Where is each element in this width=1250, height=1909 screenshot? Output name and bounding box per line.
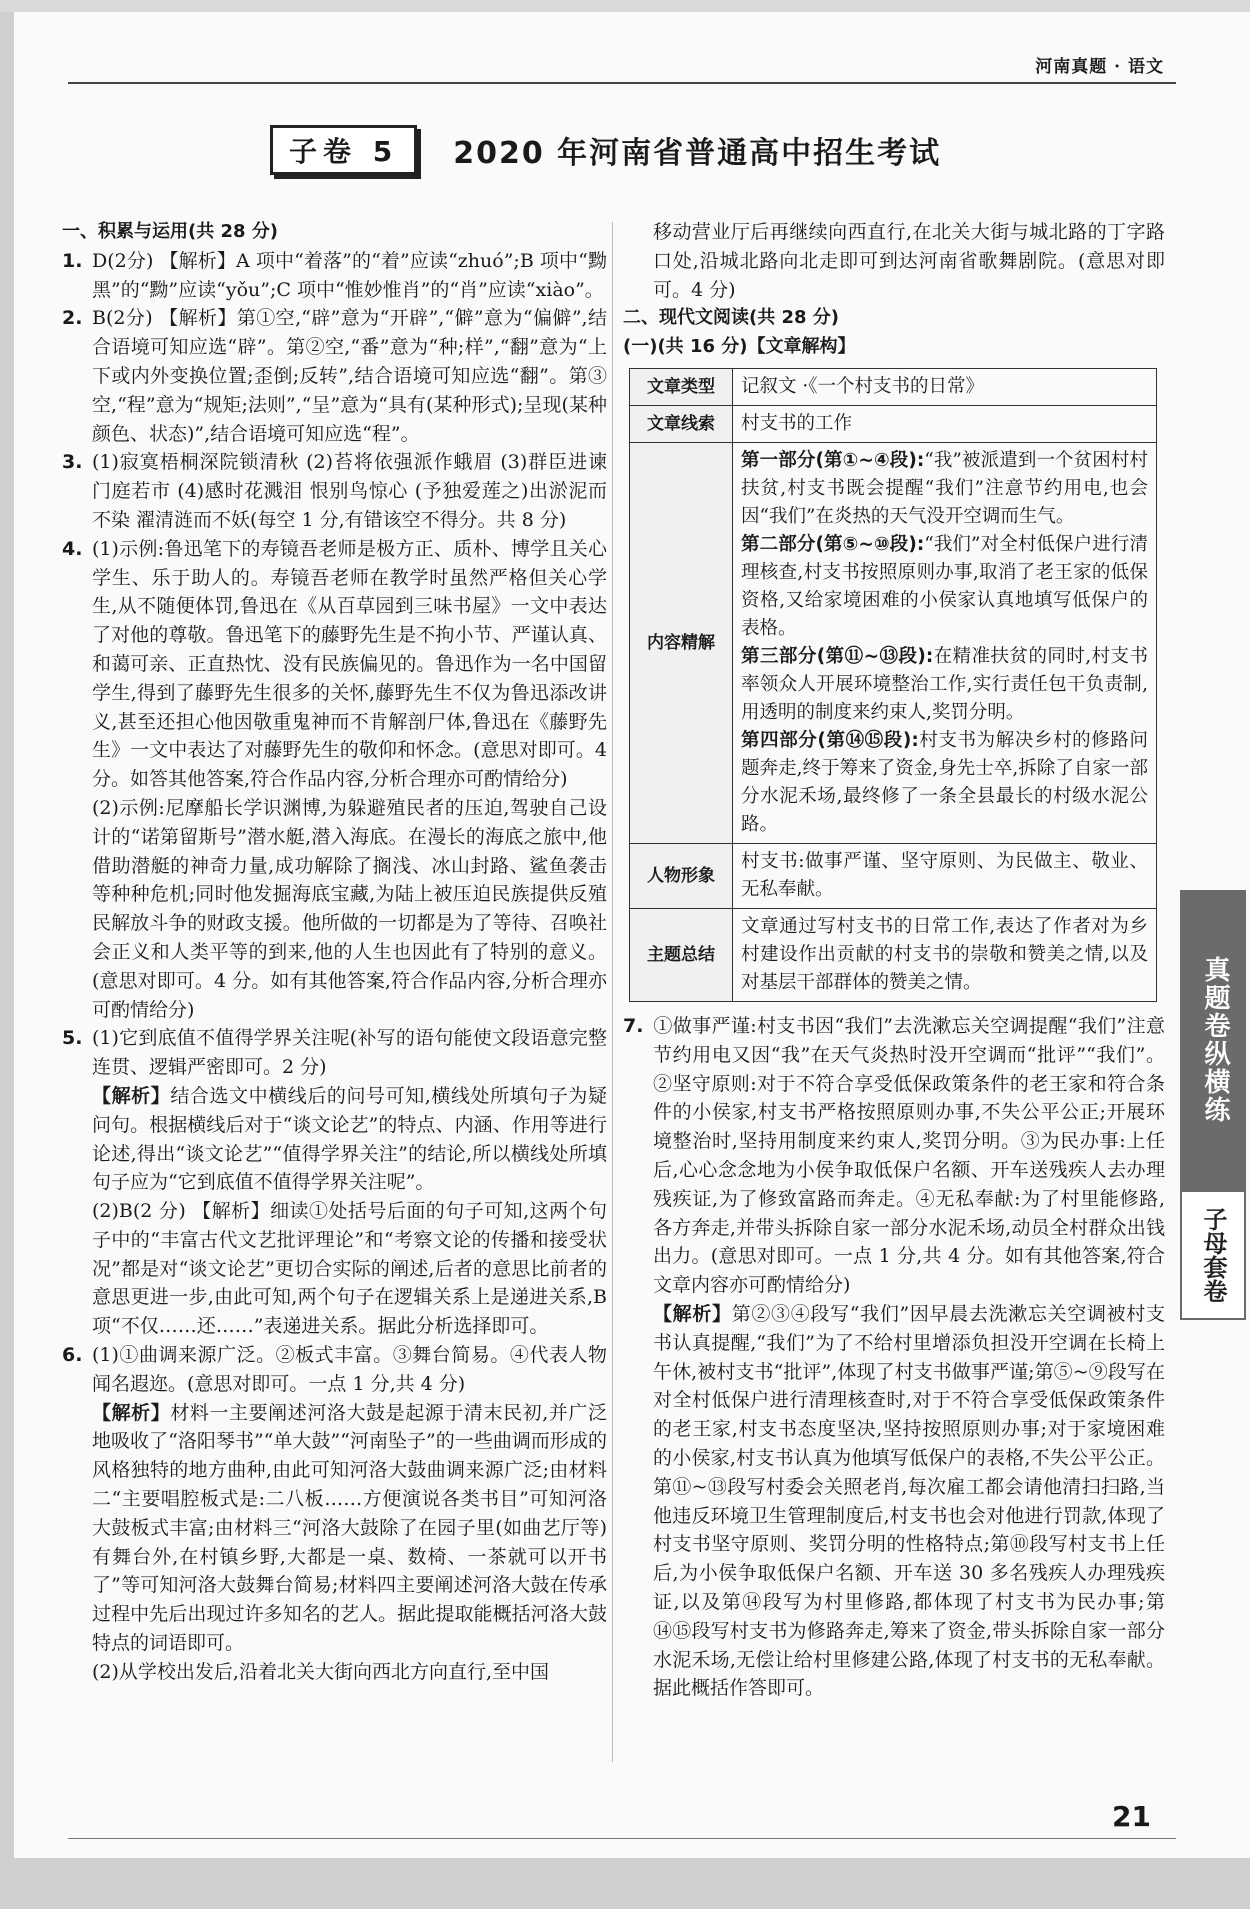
question-number: 5.: [62, 1027, 83, 1050]
answer-7: 7. ①做事严谨:村支书因“我们”去洗漱忘关空调提醒“我们”注意节约用电又因“我”在天气炎热时没开空调而“批评”“我们”。②坚守原则:对于不符合享受低保政策条件的老王家和符合条件的小侯家,村支书严格按照原则办事,不失公平公正;开展环境整治时,坚持用制度来约束人,奖罚分明。③为民办事:上任后,心心念念地为小侯争取低保户名额、开车送残疾人去办理残疾证,为了修致富路而奔走。④无私奉献:为了村里能修路,各方奔走,并带头拆除自家一部分水泥禾场,动员全村群众出钱出力。(意思对即可。一点 1 分,共 4 分。如有其他答案,符合文章内容亦可酌情给分): [623, 1012, 1165, 1300]
header-rule: [68, 82, 1176, 84]
answer-5a: 5. (1)它到底值不值得学界关注呢(补写的语句能使文段语意完整连贯、逻辑严密即可。2 分): [62, 1024, 607, 1082]
scan-edge: [0, 0, 1250, 12]
subsection-heading: (一)(共 16 分)【文章解构】: [623, 336, 856, 358]
question-number: 1.: [62, 249, 83, 272]
table-row: [630, 843, 1157, 908]
section-heading: 二、现代文阅读(共 28 分): [623, 307, 840, 329]
answer-3: 3. (1)寂寞梧桐深院锁清秋 (2)苔将依强派作蛾眉 (3)群臣进谏 门庭若市 (4)感时花溅泪 恨别鸟惊心 (予独爱莲之)出淤泥而不染 濯清涟而不妖(每空 1 分,有错该空不得分。共 8 分): [62, 448, 607, 534]
answer-6a: 6. (1)①曲调来源广泛。②板式丰富。③舞台简易。④代表人物闻名遐迩。(意思对即可。一点 1 分,共 4 分): [62, 1341, 607, 1399]
question-number: 3.: [62, 451, 83, 474]
right-column: [623, 218, 1165, 1703]
question-number: 7.: [623, 1014, 644, 1037]
running-header: 河南真题 · 语文: [1035, 57, 1164, 77]
row-label: 主题总结: [630, 908, 733, 1001]
table-row: [630, 908, 1157, 1001]
question-number: 2.: [62, 307, 83, 330]
row-label: 内容精解: [630, 442, 733, 843]
footer-rule: [68, 1838, 1176, 1839]
answer-6b-continued: 移动营业厅后再继续向西直行,在北关大街与城北路的丁字路口处,沿城北路向北走即可到达河南省歌舞剧院。(意思对即可。4 分): [653, 221, 1165, 301]
section-heading: 一、积累与运用(共 28 分): [62, 221, 279, 242]
scan-edge: [0, 0, 14, 1909]
exam-title: 2020 年河南省普通高中招生考试: [453, 136, 942, 171]
analysis-tag: 【解析】: [653, 1302, 732, 1325]
row-value: 记叙文 ·《一个村支书的日常》: [733, 368, 1157, 405]
analysis-tag: 【解析】: [92, 1084, 171, 1107]
answer-4a: 4. (1)示例:鲁迅笔下的寿镜吾老师是极方正、质朴、博学且关心学生、乐于助人的。寿镜吾老师在教学时虽然严格但关心学生,从不随便体罚,鲁迅在《从百草园到三味书屋》一文中表达了对他的尊敬。鲁迅笔下的藤野先生是不拘小节、严谨认真、和蔼可亲、正直热忱、没有民族偏见的。鲁迅作为一名中国留学生,得到了藤野先生很多的关怀,藤野先生不仅为鲁迅添改讲义,甚至还担心他因敬重鬼神而不肯解剖尸体,鲁迅在《藤野先生》一文中表达了对藤野先生的敬仰和怀念。(意思对即可。4 分。如答其他答案,符合作品内容,分析合理亦可酌情给分): [62, 535, 607, 794]
row-label: 文章类型: [630, 368, 733, 405]
answer-6b: (2)从学校出发后,沿着北关大街向西北方向直行,至中国: [92, 1660, 549, 1683]
row-value: 村支书:做事严谨、坚守原则、为民做主、敬业、无私奉献。: [733, 843, 1157, 908]
analysis-tag: 【解析】: [92, 1401, 171, 1424]
scan-edge: [0, 1858, 1250, 1909]
answer-5-analysis: 【解析】结合选文中横线后的问号可知,横线处所填句子为疑问句。根据横线后对于“谈文论艺”的特点、内涵、作用等进行论述,得出“谈文论艺”“值得学界关注”的结论,所以横线处所填句子应为“它到底值不值得学界关注呢”。: [92, 1084, 607, 1194]
content-part-2: 第二部分(第⑤~⑩段):“我们”对全村低保户进行清理核查,村支书按照原则办事,取消了老王家的低保资格,又给家境困难的小侯家认真地填写低保户的表格。: [741, 533, 1148, 639]
page-title: [270, 128, 941, 172]
left-column: [62, 218, 607, 1687]
content-part-4: 第四部分(第⑭⑮段):村支书为解决乡村的修路问题奔走,终于筹来了资金,身先士卒,拆除了自家一部分水泥禾场,最终修了一条全县最长的村级水泥公路。: [741, 729, 1148, 835]
answer-6-analysis: 【解析】材料一主要阐述河洛大鼓是起源于清末民初,并广泛地吸收了“洛阳琴书”“单大鼓”“河南坠子”的一些曲调而形成的风格独特的地方曲种,由此可知河洛大鼓曲调来源广泛;由材料二“主要唱腔板式是:二八板……方便演说各类书目”可知河洛大鼓板式丰富;由材料三“河洛大鼓除了在园子里(如曲艺厅等)有舞台外,在村镇乡野,大都是一桌、数椅、一茶就可以开书了”等可知河洛大鼓舞台简易;材料四主要阐述河洛大鼓在传承过程中先后出现过许多知名的艺人。据此提取能概括河洛大鼓特点的词语即可。: [92, 1401, 607, 1655]
side-tab-set: 子母套卷: [1180, 1190, 1246, 1320]
table-row: [630, 405, 1157, 442]
row-value: 文章通过写村支书的日常工作,表达了作者对为乡村建设作出贡献的村支书的崇敬和赞美之情,以及对基层干部群体的赞美之情。: [733, 908, 1157, 1001]
content-part-3: 第三部分(第⑪~⑬段):在精准扶贫的同时,村支书率领众人开展环境整治工作,实行责任包干负责制,用透明的制度来约束人,奖罚分明。: [741, 645, 1148, 723]
answer-1: 1. D(2分) 【解析】A 项中“着落”的“着”应读“zhuó”;B 项中“黝黑”的“黝”应读“yǒu”;C 项中“惟妙惟肖”的“肖”应读“xiào”。: [62, 247, 607, 305]
content-part-1: 第一部分(第①~④段):“我”被派遣到一个贫困村村扶贫,村支书既会提醒“我们”注意节约用电,也会因“我们”在炎热的天气没开空调而生气。: [741, 449, 1148, 527]
table-row: [630, 368, 1157, 405]
article-structure-table: [629, 368, 1157, 1002]
row-label: 人物形象: [630, 843, 733, 908]
page-number: 21: [1112, 1800, 1151, 1833]
row-label: 文章线索: [630, 405, 733, 442]
row-value: [733, 442, 1157, 843]
answer-4b: (2)示例:尼摩船长学识渊博,为躲避殖民者的压迫,驾驶自己设计的“诺第留斯号”潜水艇,潜入海底。在漫长的海底之旅中,他借助潜艇的神奇力量,成功解除了搁浅、冰山封路、鲨鱼袭击等种种危机;同时他发掘海底宝藏,为陆上被压迫民族提供反殖民解放斗争的财政支援。他所做的一切都是为了等待、召唤社会正义和人类平等的到来,他的人生也因此有了特别的意义。(意思对即可。4 分。如有其他答案,符合作品内容,分析合理亦可酌情给分): [92, 796, 607, 1021]
answer-5b: (2)B(2 分) 【解析】细读①处括号后面的句子可知,这两个句子中的“丰富古代文艺批评理论”和“考察文论的传播和接受状况”都是对“谈文论艺”更切合实际的阐述,后者的意思比前者的意思更进一步,由此可知,两个句子在逻辑关系上是递进关系,B 项“不仅……还……”表递进关系。据此分析选择即可。: [92, 1200, 607, 1338]
question-number: 4.: [62, 537, 83, 560]
row-value: 村支书的工作: [733, 405, 1157, 442]
answer-7-analysis: 【解析】第②③④段写“我们”因早晨去洗漱忘关空调被村支书认真提醒,“我们”为了不给村里增添负担没开空调在长椅上午休,被村支书“批评”,体现了村支书做事严谨;第⑤~⑨段写在对全村低保户进行清理核查时,对于不符合享受低保政策条件的老王家,村支书态度坚决,坚持按照原则办事;对于家境困难的小侯家,村支书认真为他填写低保户的表格,不失公平公正。第⑪~⑬段写村委会关照老肖,每次雇工都会请他清扫扫路,当他违反环境卫生管理制度后,村支书也会对他进行罚款,体现了村支书坚守原则、奖罚分明的性格特点;第⑩段写村支书上任后,为小侯争取低保户名额、开车送 30 多名残疾人办理残疾证,以及第⑭段写为村里修路,都体现了村支书为民办事;第⑭⑮段写村支书为修路奔走,筹来了资金,带头拆除自家一部分水泥禾场,无偿让给村里修建公路,体现了村支书的无私奉献。据此概括作答即可。: [653, 1302, 1165, 1700]
side-tab-series: 真题卷纵横练: [1180, 890, 1246, 1190]
table-row: [630, 442, 1157, 843]
column-divider: [612, 222, 613, 1762]
paper-label-box: 子卷 5: [270, 125, 417, 175]
answer-2: 2. B(2分) 【解析】第①空,“辟”意为“开辟”,“僻”意为“偏僻”,结合语境可知应选“辟”。第②空,“番”意为“种;样”,“翻”意为“上下或内外变换位置;歪倒;反转”,结合语境可知应选“翻”。第③空,“程”意为“规矩;法则”,“呈”意为“具有(某种形式);呈现(某种颜色、状态)”,结合语境可知应选“程”。: [62, 304, 607, 448]
question-number: 6.: [62, 1344, 83, 1367]
